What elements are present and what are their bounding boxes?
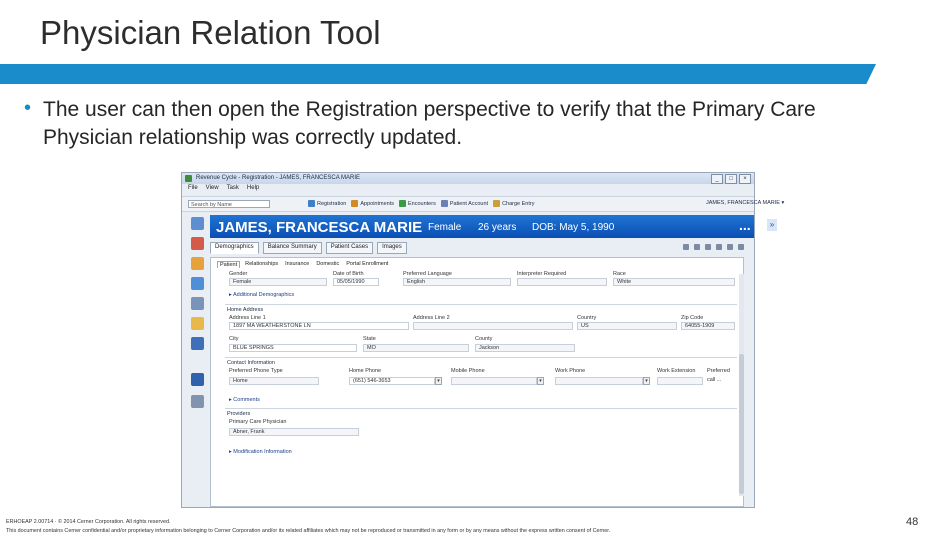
perspective-tabs — [210, 242, 407, 254]
mobile-phone-dropdown[interactable]: ▾ — [537, 377, 544, 385]
patient-banner — [210, 215, 775, 238]
phone-type-field[interactable]: Home — [229, 377, 319, 385]
folder-icon[interactable] — [191, 337, 204, 350]
tab-images[interactable]: Images — [377, 242, 407, 254]
banner-patient-name: JAMES, FRANCESCA MARIE — [216, 219, 423, 236]
home-address-section: Home Address — [227, 307, 264, 313]
address-line2-label: Address Line 2 — [413, 315, 450, 321]
flag-icon[interactable] — [191, 257, 204, 270]
slide-title: Physician Relation Tool — [40, 14, 381, 51]
comments-expander[interactable]: ▸ Comments — [229, 397, 260, 403]
title-accent-band — [0, 64, 876, 84]
scrollbar-thumb[interactable] — [739, 354, 744, 494]
toolbar-appointments[interactable]: Appointments — [351, 200, 394, 207]
app-window — [181, 172, 785, 508]
registration-icon — [308, 200, 315, 207]
address-line1-label: Address Line 1 — [229, 315, 266, 321]
gender-label: Gender — [229, 271, 248, 277]
mobile-phone-field[interactable] — [451, 377, 537, 385]
divider — [225, 357, 737, 358]
language-label: Preferred Language — [403, 271, 452, 277]
tab-patient-cases[interactable]: Patient Cases — [326, 242, 373, 254]
preferred-value: call ... — [707, 377, 722, 383]
interpreter-field[interactable] — [517, 278, 607, 286]
subtab-portal-enrollment[interactable]: Portal Enrollment — [346, 261, 389, 267]
banner-expand-button[interactable]: » — [767, 219, 777, 231]
window-title: Revenue Cycle - Registration - JAMES, FRANCESCA MARIE — [196, 175, 361, 181]
preferred-label: Preferred — [707, 368, 730, 374]
encounter-icon — [399, 200, 406, 207]
race-label: Race — [613, 271, 626, 277]
gender-field[interactable]: Female — [229, 278, 327, 286]
address-line2-field[interactable] — [413, 322, 573, 330]
providers-section: Providers — [227, 411, 251, 417]
divider — [225, 304, 737, 305]
menu-help[interactable]: Help — [246, 185, 260, 191]
subtab-insurance[interactable]: Insurance — [285, 261, 310, 267]
banner-more-button[interactable]: ... — [739, 217, 751, 233]
settings-icon[interactable] — [727, 244, 733, 250]
state-field[interactable]: MO — [363, 344, 469, 352]
stethoscope-icon[interactable] — [191, 237, 204, 250]
perspective-tools — [683, 244, 744, 250]
footer-line-2: This document contains Cerner confidential and/or proprietary information belonging to Cerner Corporation and/or its related affiliates which may not be reproduced or transmitted in any form or by any means without the express written consent of Cerner. — [6, 528, 611, 534]
close-button[interactable]: × — [739, 174, 751, 184]
calendar-icon — [351, 200, 358, 207]
table-icon[interactable] — [191, 395, 204, 408]
zip-code-label: Zip Code — [681, 315, 704, 321]
dob-label: Date of Birth — [333, 271, 364, 277]
toolbar-registration[interactable]: Registration — [308, 200, 346, 207]
toolbar-encounters[interactable]: Encounters — [399, 200, 436, 207]
help-icon[interactable] — [716, 244, 722, 250]
zip-code-field[interactable]: 64055-1909 — [681, 322, 735, 330]
phone-type-label: Preferred Phone Type — [229, 368, 283, 374]
tab-demographics[interactable]: Demographics — [210, 242, 259, 254]
clipboard-icon[interactable] — [191, 277, 204, 290]
maximize-button[interactable]: □ — [725, 174, 737, 184]
banner-sex: Female — [428, 222, 462, 233]
work-phone-dropdown[interactable]: ▾ — [643, 377, 650, 385]
contact-information-section: Contact Information — [227, 360, 275, 366]
print-icon[interactable] — [705, 244, 711, 250]
envelope-icon[interactable] — [191, 317, 204, 330]
home-phone-field[interactable]: (651) 546-3653 — [349, 377, 435, 385]
banner-dob: DOB: May 5, 1990 — [532, 222, 615, 233]
city-field[interactable]: BLUE SPRINGS — [229, 344, 357, 352]
race-field[interactable]: White — [613, 278, 735, 286]
left-icon-bar — [187, 213, 207, 503]
menu-bar — [182, 185, 259, 194]
bullet-point — [24, 96, 864, 152]
app-icon — [185, 175, 192, 182]
bullet-dot: • — [24, 97, 32, 119]
city-label: City — [229, 336, 239, 342]
patient-search-input[interactable]: Search by Name — [188, 200, 270, 208]
subtab-relationships[interactable]: Relationships — [245, 261, 279, 267]
county-field[interactable]: Jackson — [475, 344, 575, 352]
address-line1-field[interactable]: 1897 MA WEATHERSTONE LN — [229, 322, 409, 330]
toolbar-patient-selector[interactable]: JAMES, FRANCESCA MARIE ▾ — [706, 200, 785, 206]
tab-balance-summary[interactable]: Balance Summary — [263, 242, 322, 254]
home-phone-dropdown[interactable]: ▾ — [435, 377, 442, 385]
attach-icon[interactable] — [694, 244, 700, 250]
dob-field[interactable]: 05/05/1990 — [333, 278, 379, 286]
calendar-grid-icon[interactable] — [191, 373, 204, 386]
mobile-phone-label: Mobile Phone — [451, 368, 485, 374]
slide-number: 48 — [906, 516, 919, 528]
county-label: County — [475, 336, 493, 342]
toolbar-patient-account[interactable]: Patient Account — [441, 200, 488, 207]
work-extension-label: Work Extension — [657, 368, 696, 374]
edit-icon[interactable] — [683, 244, 689, 250]
modification-information-expander[interactable]: ▸ Modification Information — [229, 449, 292, 455]
subtab-patient[interactable]: Patient — [217, 261, 240, 268]
interpreter-label: Interpreter Required — [517, 271, 567, 277]
additional-demographics-expander[interactable]: ▸ Additional Demographics — [229, 292, 295, 298]
minimize-button[interactable]: _ — [711, 174, 723, 184]
footer-copyright — [6, 518, 610, 536]
sub-tabs — [217, 261, 390, 268]
banner-age: 26 years — [478, 222, 517, 233]
toolbar-charge-entry[interactable]: Charge Entry — [493, 200, 534, 207]
country-label: Country — [577, 315, 597, 321]
work-phone-field[interactable] — [555, 377, 643, 385]
menu-file[interactable]: File — [188, 185, 198, 191]
account-icon — [441, 200, 448, 207]
subtab-domestic[interactable]: Domestic — [316, 261, 340, 267]
pcp-label: Primary Care Physician — [229, 419, 287, 425]
work-extension-field[interactable] — [657, 377, 703, 385]
home-phone-label: Home Phone — [349, 368, 382, 374]
menu-view[interactable]: View — [205, 185, 219, 191]
bullet-text: The user can then open the Registration perspective to verify that the Primary Care Physician relationship was correctly updated. — [43, 98, 816, 149]
tools-icon[interactable] — [191, 297, 204, 310]
charge-icon — [493, 200, 500, 207]
divider — [225, 408, 737, 409]
country-field[interactable]: US — [577, 322, 677, 330]
pcp-field[interactable]: Abner, Frank — [229, 428, 359, 436]
window-titlebar — [182, 173, 754, 184]
work-phone-label: Work Phone — [555, 368, 586, 374]
demographics-panel — [210, 257, 744, 507]
state-label: State — [363, 336, 376, 342]
language-field[interactable]: English — [403, 278, 511, 286]
menu-task[interactable]: Task — [226, 185, 239, 191]
vertical-scrollbar[interactable] — [739, 274, 744, 496]
patient-icon[interactable] — [191, 217, 204, 230]
close-icon[interactable] — [738, 244, 744, 250]
footer-line-1: ERHOEAP 2.00714 · © 2014 Cerner Corporation. All rights reserved. — [6, 519, 171, 525]
toolbar — [182, 196, 785, 212]
